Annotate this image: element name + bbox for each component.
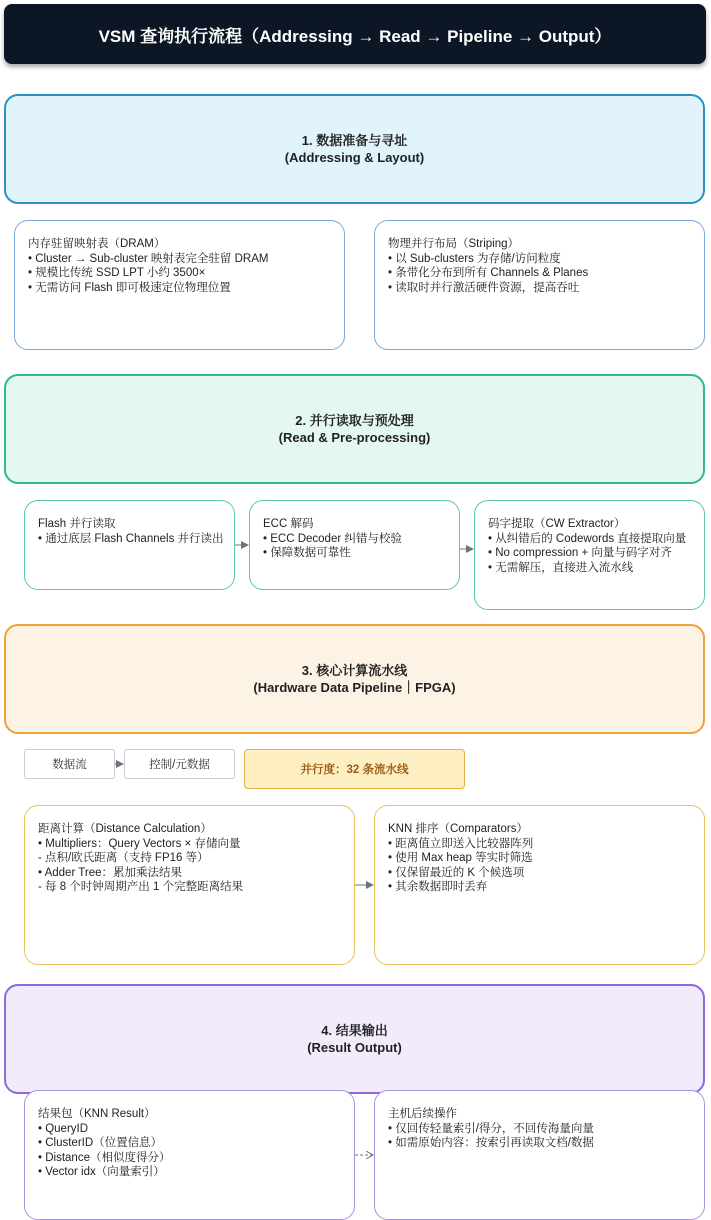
diagram-title: VSM 查询执行流程（Addressing → Read → Pipeline → Output） (4, 4, 706, 64)
card-heading: 物理并行布局（Striping） (388, 238, 519, 250)
card-line: • ECC Decoder 纠错与校验 (263, 532, 402, 545)
card-line: • Multipliers：Query Vectors × 存储向量 (38, 837, 241, 850)
card-line: • ClusterID（位置信息） (38, 1137, 163, 1150)
card-line: • 从纠错后的 Codewords 直接提取向量 (488, 532, 687, 545)
card-line: - 点积/欧氏距离（支持 FP16 等） (38, 852, 209, 865)
section-subheading: (Addressing & Layout) (284, 150, 425, 165)
card-line: • 仅回传轻量索引/得分，不回传海量向量 (388, 1122, 594, 1135)
card-heading: 码字提取（CW Extractor） (488, 518, 626, 530)
card-line: • Vector idx（向量索引） (38, 1166, 165, 1179)
card-heading: 结果包（KNN Result） (38, 1108, 156, 1120)
section-heading: 1. 数据准备与寻址 (301, 133, 408, 148)
section-subheading: (Result Output) (307, 1040, 402, 1055)
card-line: - 每 8 个时钟周期产出 1 个完整距离结果 (38, 881, 244, 894)
section-subheading: (Hardware Data Pipeline｜FPGA) (253, 680, 456, 695)
card-heading: Flash 并行读取 (38, 518, 116, 530)
card-heading: KNN 排序（Comparators） (388, 823, 528, 835)
card-line: • 以 Sub-clusters 为存储/访问粒度 (388, 252, 561, 265)
card-line: • 距离值立即送入比较器阵列 (388, 837, 534, 850)
card-heading: ECC 解码 (263, 518, 314, 530)
card-line: • QueryID (38, 1122, 89, 1135)
card-line: • 仅保留最近的 K 个候选项 (388, 866, 525, 879)
card-line: • 如需原始内容：按索引再读取文档/数据 (388, 1137, 594, 1150)
section-heading: 2. 并行读取与预处理 (295, 413, 414, 428)
legend-data-flow: 数据流 (24, 749, 115, 779)
card-heading: 主机后续操作 (388, 1108, 457, 1120)
card-line: • Distance（相似度得分） (38, 1151, 171, 1164)
card-line: • 读取时并行激活硬件资源，提高吞吐 (388, 281, 580, 294)
card-heading: 距离计算（Distance Calculation） (38, 823, 212, 835)
card-line: • 无需访问 Flash 即可极速定位物理位置 (28, 281, 231, 294)
card-line: • 无需解压，直接进入流水线 (488, 561, 634, 574)
card-line: • 保障数据可靠性 (263, 547, 351, 560)
card-line: • 使用 Max heap 等实时筛选 (388, 852, 533, 865)
card-line: • Adder Tree：累加乘法结果 (38, 866, 182, 879)
parallelism-badge: 并行度：32 条流水线 (244, 749, 465, 789)
legend-control-flow: 控制/元数据 (124, 749, 235, 779)
card-line: • 通过底层 Flash Channels 并行读出 (38, 532, 224, 545)
card-line: • Cluster → Sub-cluster 映射表完全驻留 DRAM (28, 252, 269, 265)
section-subheading: (Read & Pre-processing) (278, 430, 431, 445)
section-heading: 4. 结果输出 (321, 1023, 388, 1038)
card-line: • 规模比传统 SSD LPT 小约 3500× (28, 267, 206, 280)
card-line: • 其余数据即时丢弃 (388, 881, 488, 894)
card-line: • 条带化分布到所有 Channels & Planes (388, 267, 589, 280)
card-heading: 内存驻留映射表（DRAM） (28, 238, 166, 250)
section-heading: 3. 核心计算流水线 (301, 663, 408, 678)
card-line: • No compression + 向量与码字对齐 (488, 547, 672, 560)
